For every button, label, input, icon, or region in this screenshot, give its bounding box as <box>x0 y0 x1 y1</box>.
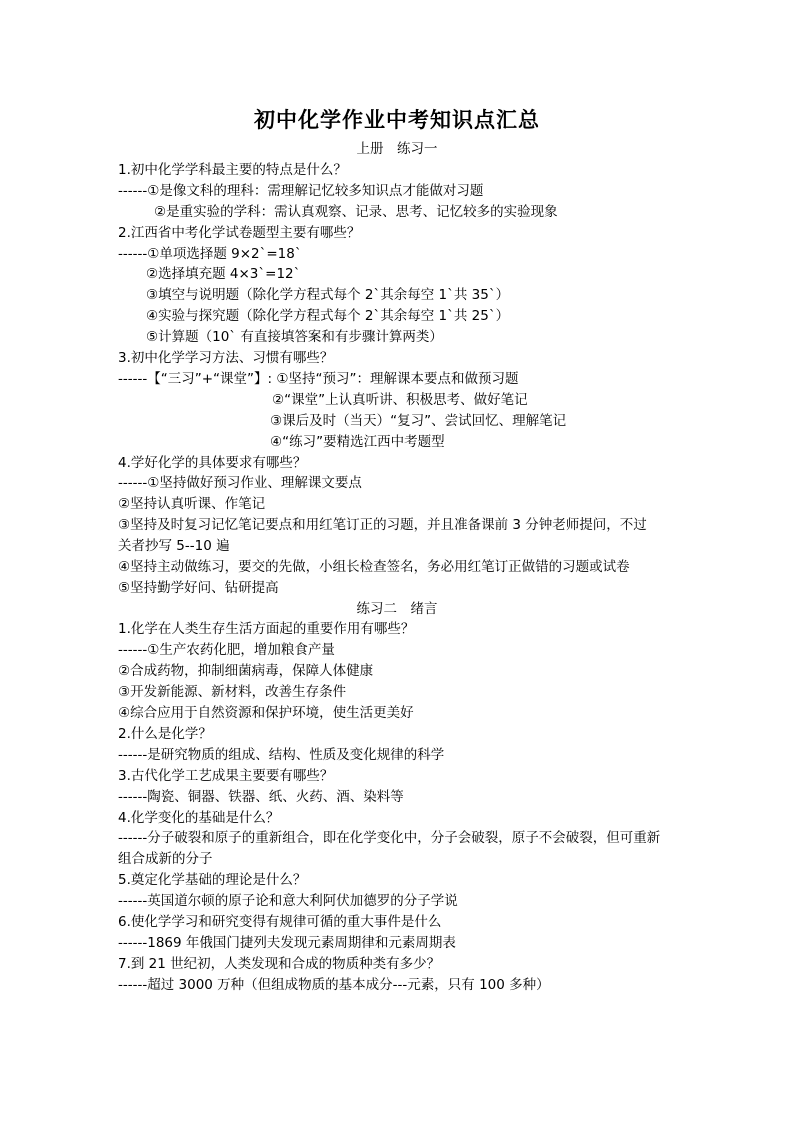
question-3: 3.初中化学学习方法、习惯有哪些？ <box>118 350 334 366</box>
answer-line: ②“课堂”上认真听讲、积极思考、做好笔记 <box>272 392 528 408</box>
answer-line: ------①是像文科的理科：需理解记忆较多知识点才能做对习题 <box>118 183 484 199</box>
answer-line: ------①单项选择题 9×2`=18` <box>118 246 302 262</box>
answer-line: ③填空与说明题（除化学方程式每个 2`其余每空 1`共 35`） <box>146 287 510 303</box>
question-7: 7.到 21 世纪初，人类发现和合成的物质种类有多少？ <box>118 956 441 972</box>
answer-line: ------1869 年俄国门捷列夫发现元素周期律和元素周期表 <box>118 935 456 951</box>
answer-line: ②合成药物，抑制细菌病毒，保障人体健康 <box>118 663 374 679</box>
answer-line: ④综合应用于自然资源和保护环境，使生活更美好 <box>118 705 414 721</box>
answer-line: ⑤计算题（10` 有直接填答案和有步骤计算两类） <box>146 329 443 345</box>
question-4: 4.学好化学的具体要求有哪些？ <box>118 455 307 471</box>
answer-line: ②是重实验的学科：需认真观察、记录、思考、记忆较多的实验现象 <box>154 204 558 220</box>
answer-line: ②选择填充题 4×3`=12` <box>146 266 301 282</box>
answer-line: ------是研究物质的组成、结构、性质及变化规律的科学 <box>118 747 445 763</box>
answer-line: 组合成新的分子 <box>118 851 213 867</box>
answer-line: ------超过 3000 万种（但组成物质的基本成分---元素，只有 100 多种） <box>118 977 550 993</box>
answer-line: ④实验与探究题（除化学方程式每个 2`其余每空 1`共 25`） <box>146 308 510 324</box>
question-1: 1.化学在人类生存生活方面起的重要作用有哪些？ <box>118 621 415 637</box>
document-title: 初中化学作业中考知识点汇总 <box>254 108 540 132</box>
answer-line: ③课后及时（当天）“复习”、尝试回忆、理解笔记 <box>270 413 567 429</box>
question-2: 2.江西省中考化学试卷题型主要有哪些？ <box>118 225 361 241</box>
answer-line: ④坚持主动做练习，要交的先做，小组长检查签名，务必用红笔订正做错的习题或试卷 <box>118 559 630 575</box>
answer-line: ③坚持及时复习记忆笔记要点和用红笔订正的习题，并且准备课前 3 分钟老师提问，不过 <box>118 517 647 533</box>
answer-line: ------【“三习”+“课堂”】: ①坚持“预习”：理解课本要点和做预习题 <box>118 371 519 387</box>
answer-line: ④“练习”要精选江西中考题型 <box>270 434 445 450</box>
answer-line: ③开发新能源、新材料，改善生存条件 <box>118 684 347 700</box>
section-heading-exercise-1: 上册 练习一 <box>356 141 438 157</box>
answer-line: ------英国道尔顿的原子论和意大利阿伏加德罗的分子学说 <box>118 893 458 909</box>
answer-line: ------陶瓷、铜器、铁器、纸、火药、酒、染料等 <box>118 789 404 805</box>
section-heading-exercise-2: 练习二 绪言 <box>356 601 438 617</box>
question-1: 1.初中化学学科最主要的特点是什么？ <box>118 162 347 178</box>
question-4: 4.化学变化的基础是什么？ <box>118 810 280 826</box>
answer-line: ②坚持认真听课、作笔记 <box>118 496 266 512</box>
answer-line: ------分子破裂和原子的重新组合，即在化学变化中，分子会破裂，原子不会破裂，但可重新 <box>118 830 661 846</box>
answer-line: 关者抄写 5--10 遍 <box>118 538 230 554</box>
question-5: 5.奠定化学基础的理论是什么？ <box>118 872 307 888</box>
answer-line: ⑤坚持勤学好问、钻研提高 <box>118 580 279 596</box>
answer-line: ------①坚持做好预习作业、理解课文要点 <box>118 475 362 491</box>
question-3: 3.古代化学工艺成果主要要有哪些？ <box>118 768 334 784</box>
question-6: 6.使化学学习和研究变得有规律可循的重大事件是什么 <box>118 914 442 930</box>
question-2: 2.什么是化学？ <box>118 726 212 742</box>
answer-line: ------①生产农药化肥，增加粮食产量 <box>118 642 335 658</box>
